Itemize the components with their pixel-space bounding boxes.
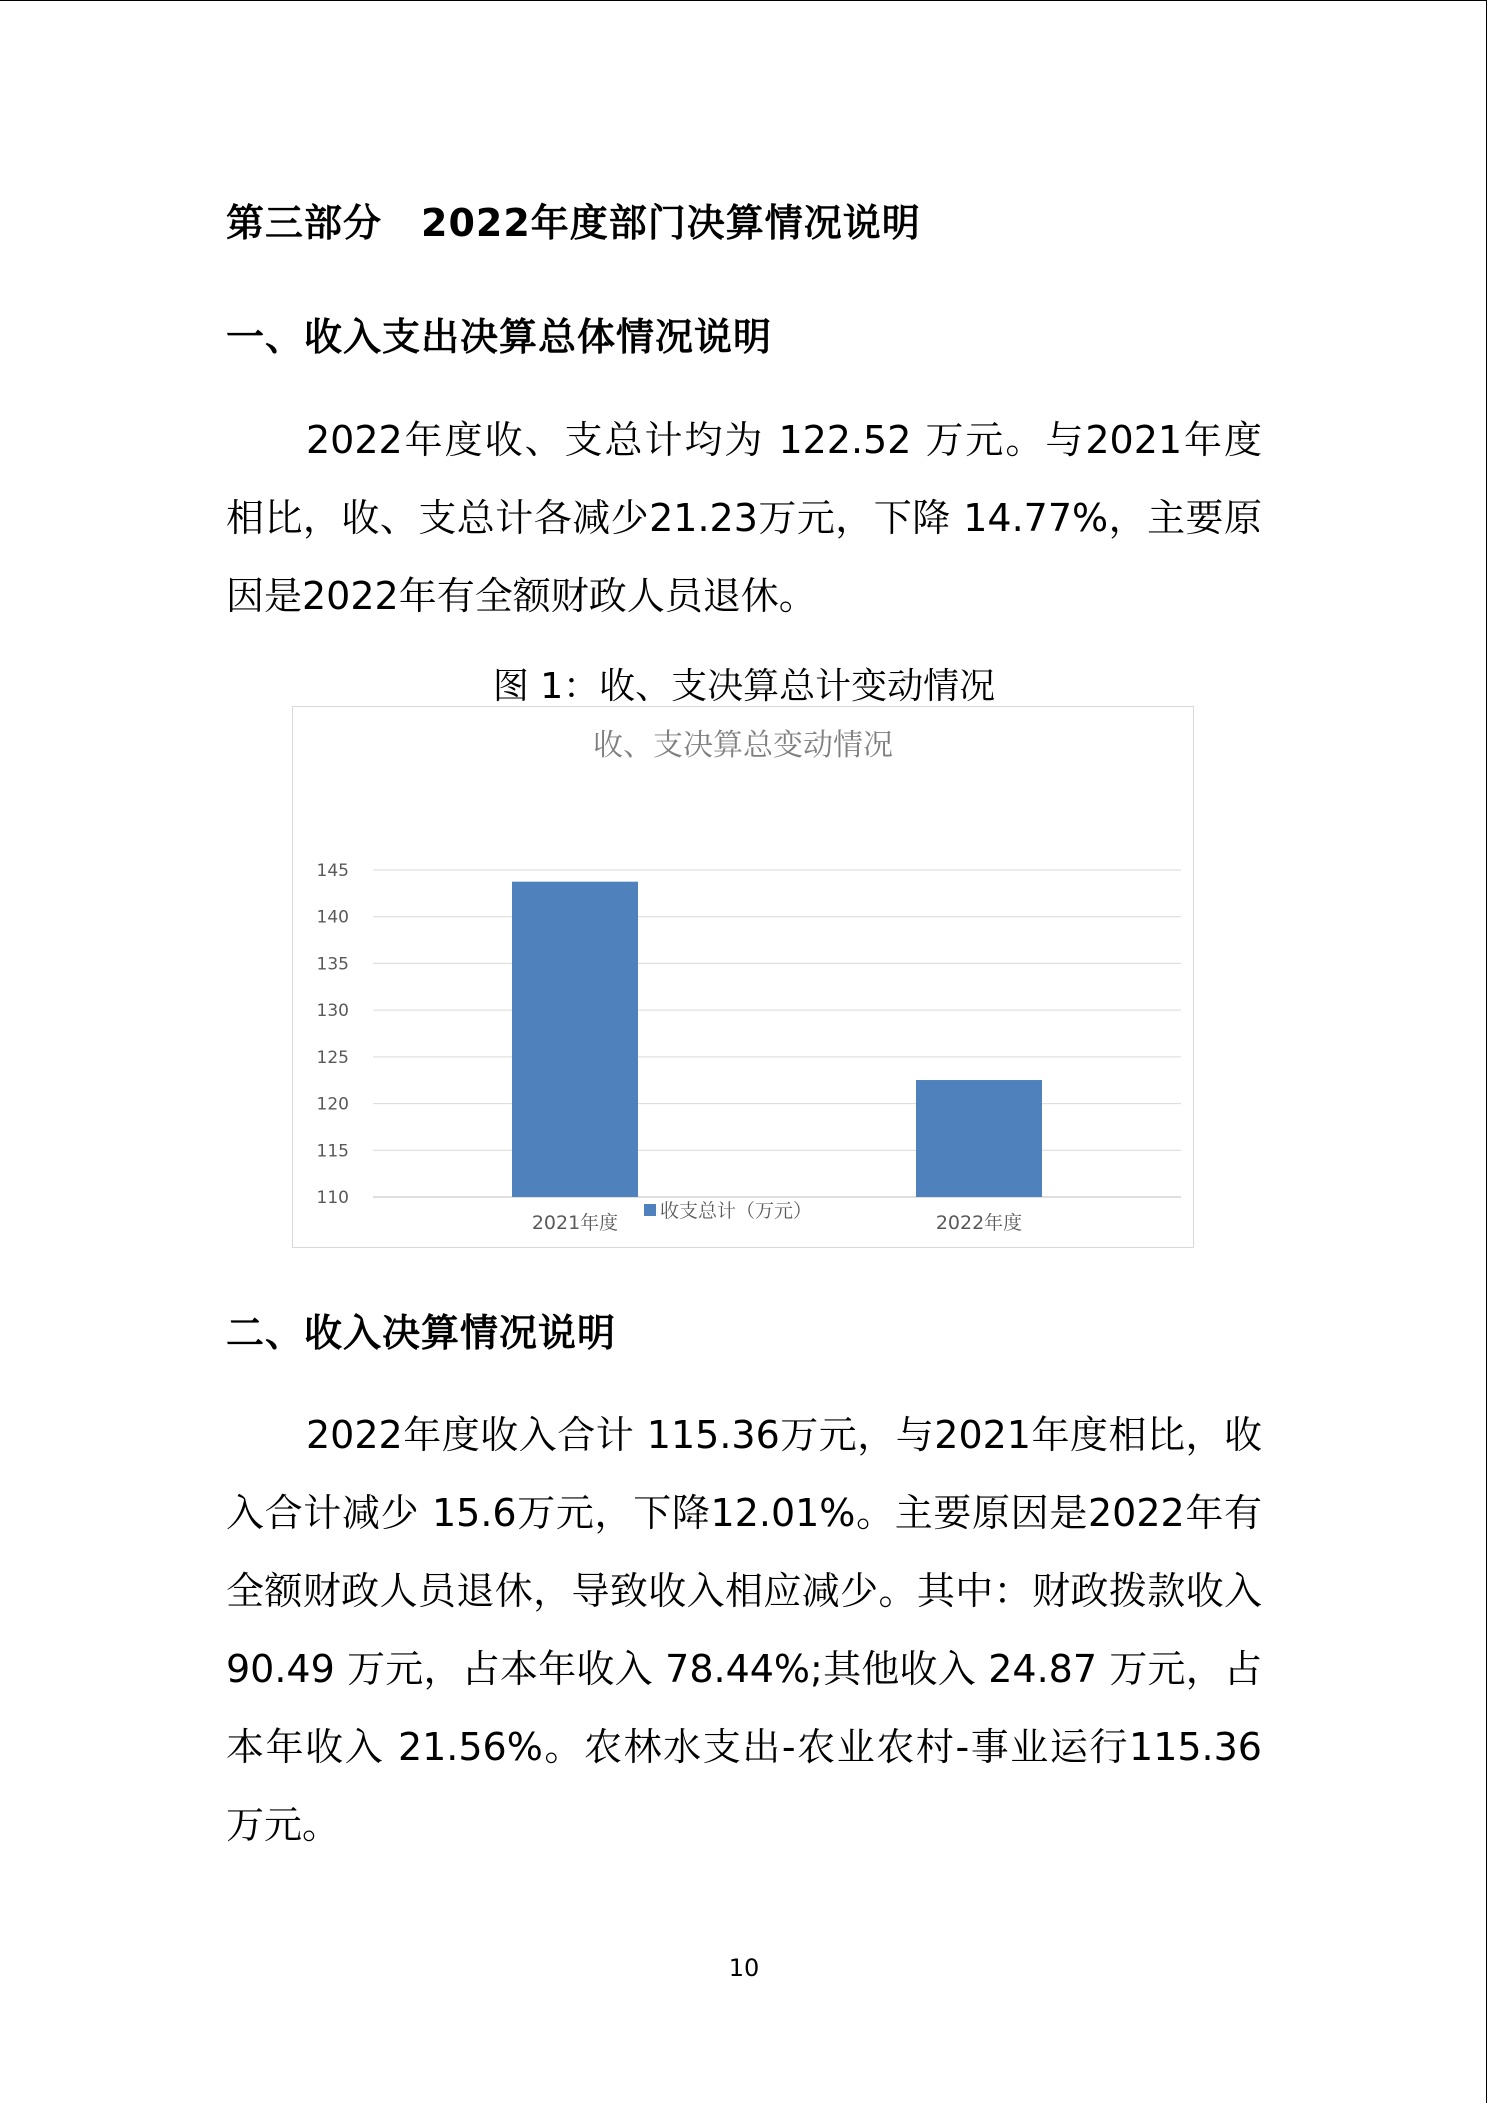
y-tick-label: 130 <box>316 1001 349 1022</box>
y-tick-label: 115 <box>316 1141 349 1162</box>
y-tick-label: 120 <box>316 1094 349 1115</box>
bar <box>512 882 638 1197</box>
section-heading-2: 二、收入决算情况说明 <box>226 1311 617 1355</box>
section-1-paragraph: 2022年度收、支总计均为 122.52 万元。与2021年度相比，收、支总计各减少21.23万元，下降 14.77%，主要原因是2022年有全额财政人员退休。 <box>226 418 1262 618</box>
y-tick-label: 110 <box>316 1188 349 1208</box>
figure-caption: 图 1：收、支决算总计变动情况 <box>492 666 996 707</box>
y-tick-label: 125 <box>316 1047 349 1068</box>
y-tick-label: 145 <box>316 861 349 881</box>
page-number: 10 <box>728 1954 760 1982</box>
section-2-paragraph: 2022年度收入合计 115.36万元，与2021年度相比，收入合计减少 15.6万元，下降12.01%。主要原因是2022年有全额财政人员退休，导致收入相应减少。其中：财政拨款收入 90.49 万元，占本年收入 78.44%;其他收入 24.87 万元，占本年收入 21.56%。农林水支出-农业农村-事业运行115.36万元。 <box>226 1413 1262 1847</box>
legend-label: 收支总计（万元） <box>660 1200 813 1222</box>
y-tick-label: 135 <box>316 954 349 975</box>
part-title: 第三部分 2022年度部门决算情况说明 <box>226 201 921 245</box>
bar <box>916 1080 1042 1197</box>
x-tick-label: 2021年度 <box>531 1212 619 1234</box>
legend-swatch <box>644 1204 656 1216</box>
section-heading-1: 一、收入支出决算总体情况说明 <box>226 315 773 359</box>
chart-title: 收、支决算总变动情况 <box>593 728 893 763</box>
chart-svg <box>293 707 1193 1247</box>
x-tick-label: 2022年度 <box>935 1212 1023 1234</box>
bar-chart <box>292 706 1194 1248</box>
y-tick-label: 140 <box>316 907 349 928</box>
